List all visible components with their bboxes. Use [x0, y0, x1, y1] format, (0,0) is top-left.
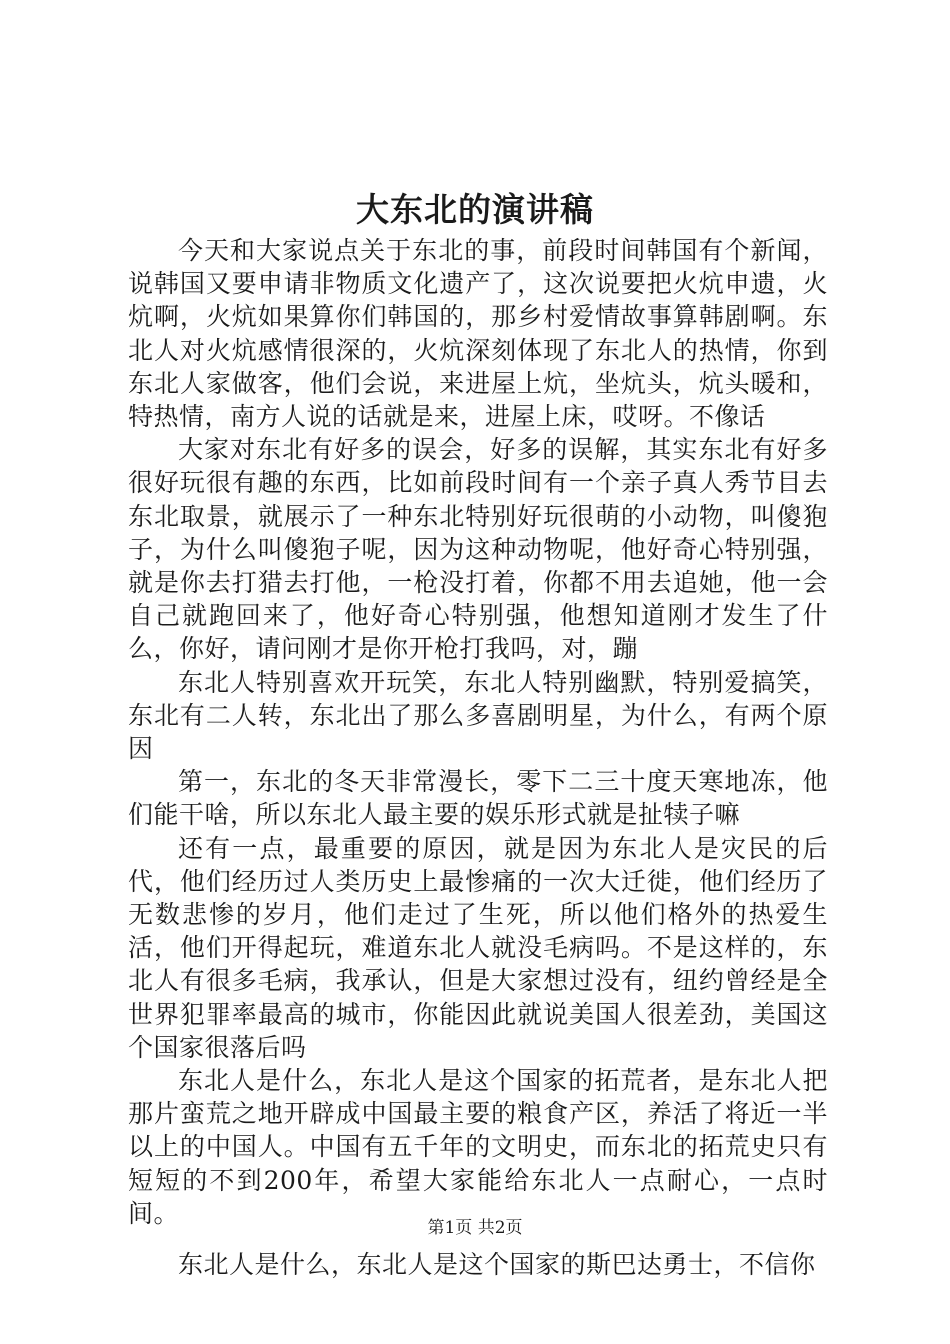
paragraph: 东北人是什么，东北人是这个国家的斯巴达勇士，不信你 — [178, 1250, 816, 1280]
page-footer: 第1页 共2页 — [427, 1218, 523, 1238]
paragraph: 大家对东北有好多的误会，好多的误解，其实东北有好多很好玩很有趣的东西，比如前段时间有一个亲子真人秀节目去东北取景，就展示了一种东北特别好玩很萌的小动物，叫傻狍子，为什么叫傻狍子呢，因为这种动物呢，他好奇心特别强，就是你去打猎去打他，一枪没打着，你都不用去追她，他一会自己就跑回来了，他好奇心特别强，他想知道刚才发生了什么，你好，请问刚才是你开枪打我吗，对，蹦 — [128, 435, 828, 664]
paragraph: 今天和大家说点关于东北的事，前段时间韩国有个新闻，说韩国又要申请非物质文化遗产了，这次说要把火炕申遗，火炕啊，火炕如果算你们韩国的，那乡村爱情故事算韩剧啊。东北人对火炕感情很深的，火炕深刻体现了东北人的热情，你到东北人家做客，他们会说，来进屋上炕，坐炕头，炕头暖和，特热情，南方人说的话就是来，进屋上床，哎呀。不像话 — [128, 236, 828, 432]
document-body — [128, 234, 828, 1281]
paragraph: 还有一点，最重要的原因，就是因为东北人是灾民的后代，他们经历过人类历史上最惨痛的一次大迁徙，他们经历了无数悲惨的岁月，他们走过了生死，所以他们格外的热爱生活，他们开得起玩，难道东北人就没毛病吗。不是这样的，东北人有很多毛病，我承认，但是大家想过没有，纽约曾经是全世界犯罪率最高的城市，你能因此就说美国人很差劲，美国这个国家很落后吗 — [128, 833, 828, 1062]
paragraph: 东北人是什么，东北人是这个国家的拓荒者，是东北人把那片蛮荒之地开辟成中国最主要的粮食产区，养活了将近一半以上的中国人。中国有五千年的文明史，而东北的拓荒史只有短短的不到200年，希望大家能给东北人一点耐心，一点时间。 — [128, 1066, 828, 1228]
document-title: 大东北的演讲稿 — [356, 190, 594, 229]
paragraph: 东北人特别喜欢开玩笑，东北人特别幽默，特别爱搞笑，东北有二人转，东北出了那么多喜剧明星，为什么，有两个原因 — [128, 667, 828, 764]
paragraph: 第一，东北的冬天非常漫长，零下二三十度天寒地冻，他们能干啥，所以东北人最主要的娱乐形式就是扯犊子嘛 — [128, 767, 828, 830]
